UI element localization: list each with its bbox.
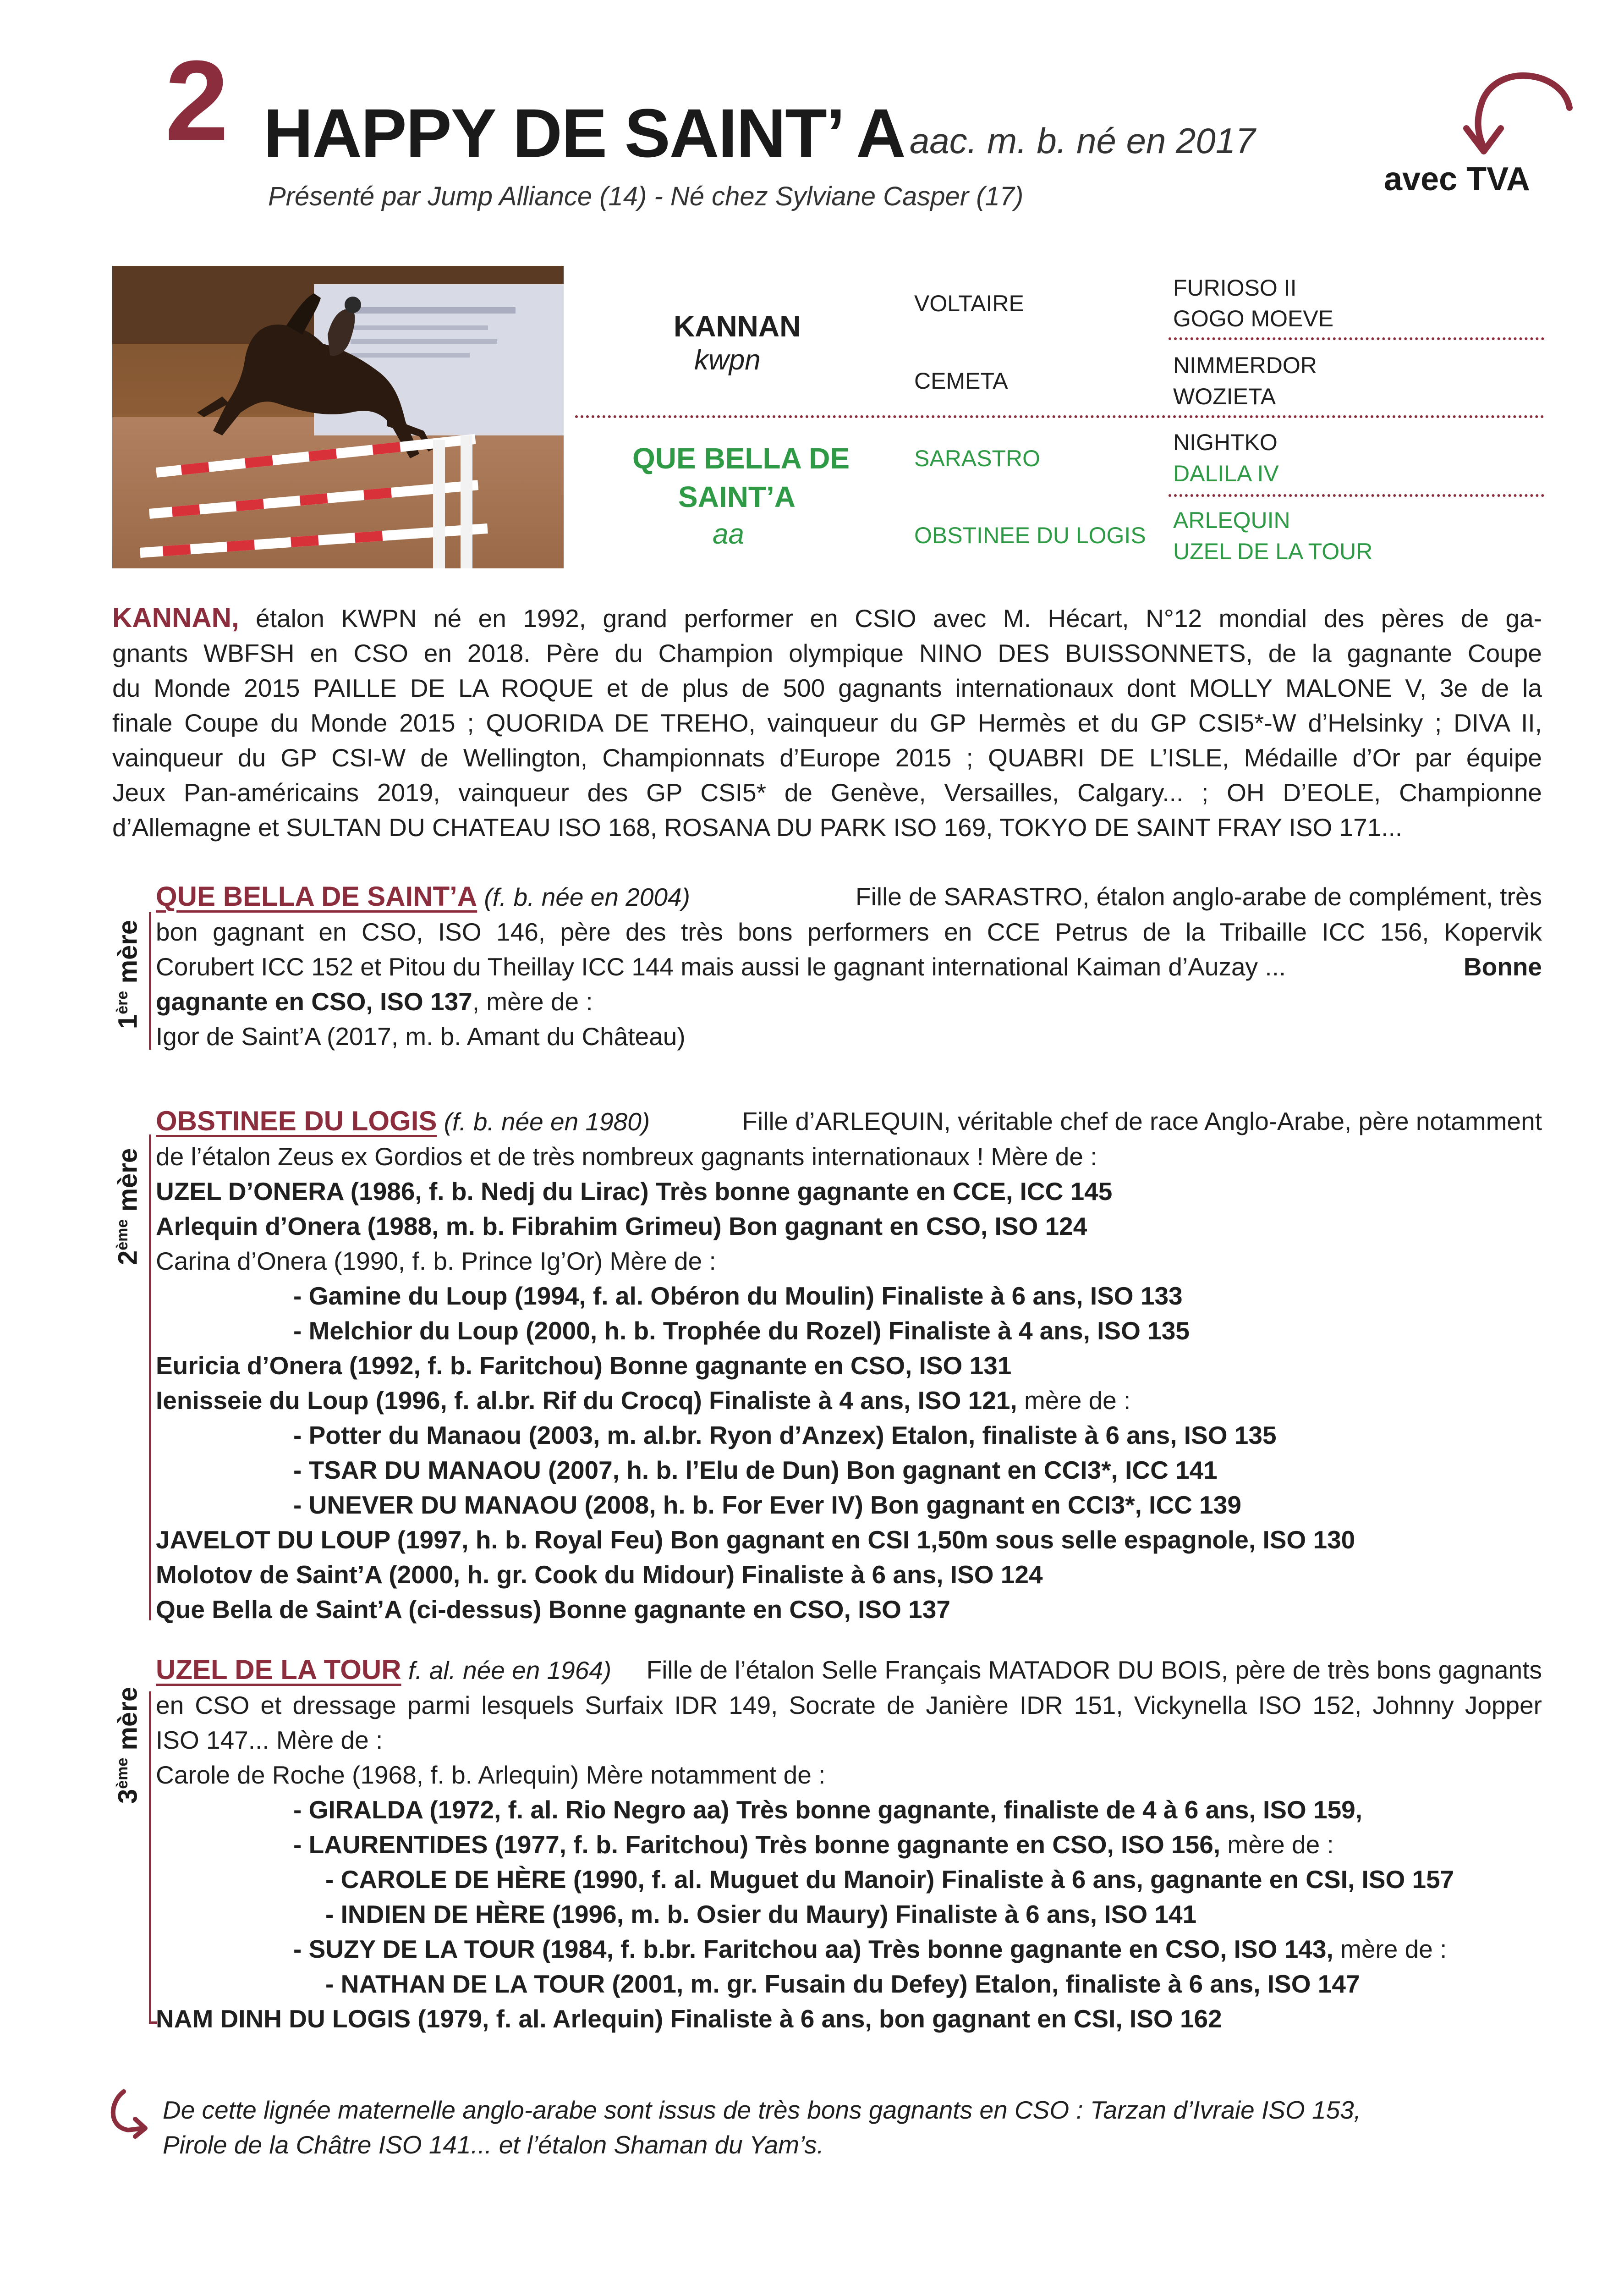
- tva-label: avec TVA: [1384, 161, 1530, 198]
- great-granddam-2: WOZIETA: [1173, 384, 1276, 409]
- sire-breed: kwpn: [694, 344, 761, 376]
- curved-arrow-icon: [1457, 64, 1576, 160]
- great-grandsire-2: NIMMERDOR: [1173, 352, 1317, 378]
- third-dam-rule-end: [149, 2021, 157, 2024]
- dam-dam: OBSTINEE DU LOGIS: [914, 523, 1146, 548]
- sire-text-line: finale Coupe du Monde 2015 ; QUORIDA DE TREHO, vainqueur du GP Hermès et du GP CSI5*-W d’Helsinky ; DIVA II,: [112, 709, 1542, 737]
- lot-number: 2: [165, 37, 227, 165]
- dam-name: QUE BELLA DE: [632, 442, 850, 475]
- sire-text-line: vainqueur du GP CSI-W de Wellington, Championnats d’Europe 2015 ; QUABRI DE L’ISLE, Médaille d’Or par équipe: [112, 743, 1542, 772]
- pedigree-divider: [1169, 494, 1544, 497]
- sire-text-line: gnants WBFSH en CSO en 2018. Père du Champion olympique NINO DES BUISSONNETS, de la gagnante Coupe: [112, 639, 1542, 667]
- first-dam-section: QUE BELLA DE SAINT’A (f. b. née en 2004) Fille de SARASTRO, étalon anglo-arabe de complément, très bon gagnant en CSO, ISO 146, père des très bons performers en CCE Petrus de la Tribaille ICC 156, Kopervik Corubert ICC 152 et Pitou du Theillay ICC 144 mais aussi le gagnant international Kaiman d’Auzay ... Bonne gagnante en CSO, ISO 137, mère de : Igor de Saint’A (2017, m. b. Amant du Château): [156, 881, 1542, 1051]
- second-dam-rank: 2ème mère: [113, 1148, 143, 1265]
- second-dam-section: OBSTINEE DU LOGIS (f. b. née en 1980) Fille d’ARLEQUIN, véritable chef de race Anglo-Arabe, père notamment de l’étalon Zeus ex Gordios et de très nombreux gagnants internationaux ! Mère de : UZEL D’ONERA (1986, f. b. Nedj du Lirac) Très bonne gagnante en CCE, ICC 145 Arlequin d’Onera (1988, m. b. Fibrahim Grimeu) Bon gagnant en CSO, ISO 124 Carina d’Onera (1990, f. b. Prince Ig’Or) Mère de : - Gamine du Loup (1994, f. al. Obéron du Moulin) Finaliste à 6 ans, ISO 133 - Melchior du Loup (2000, h. b. Trophée du Rozel) Finaliste à 4 ans, ISO 135 Euricia d’Onera (1992, f. b. Faritchou) Bonne gagnante en CSO, ISO 131 Ienisseie du Loup (1996, f. al.br. Rif du Crocq) Finaliste à 4 ans, ISO 121, mère de : - Potter du Manaou (2003, m. al.br. Ryon d’Anzex) Etalon, finaliste à 6 ans, ISO 135 - TSAR DU MANAOU (2007, h. b. l’Elu de Dun) Bon gagnant en CCI3*, ICC 141 - UNEVER DU MANAOU (2008, h. b. For Ever IV) Bon gagnant en CCI3*, ICC 139 JAVELOT DU LOUP (1997, h. b. Royal Feu) Bon gagnant en CSI 1,50m sous selle espagnole, ISO 130 Molotov de Saint’A (2000, h. gr. Cook du Midour) Finaliste à 6 ans, ISO 124 Que Bella de Saint’A (ci-dessus) Bonne gagnante en CSO, ISO 137: [156, 1106, 1542, 1624]
- hook-arrow-icon: [103, 2088, 154, 2141]
- dam-great-grandsire-1: NIGHTKO: [1173, 429, 1278, 455]
- sire-text-line: étalon KWPN né en 1992, grand performer en CSIO avec M. Hécart, N°12 mondial des pères de ga-: [256, 604, 1542, 633]
- sire-text-line: d’Allemagne et SULTAN DU CHATEAU ISO 168, ROSANA DU PARK ISO 169, TOKYO DE SAINT FRAY ISO 171...: [112, 813, 1403, 842]
- dam-great-granddam-2: UZEL DE LA TOUR: [1173, 539, 1373, 564]
- first-dam-title: QUE BELLA DE SAINT’A: [156, 881, 477, 912]
- second-dam-rule: [149, 1134, 151, 1620]
- horse-description: aac. m. b. né en 2017: [910, 121, 1256, 161]
- horse-jumping-photo: [112, 266, 564, 568]
- sire-text-line: Jeux Pan-américains 2019, vainqueur des GP CSI5* de Genève, Versailles, Calgary... ; OH D’EOLE, Championne: [112, 778, 1542, 807]
- second-dam-title: OBSTINEE DU LOGIS: [156, 1106, 437, 1136]
- sire-description: [112, 600, 1542, 845]
- sire-dam: CEMETA: [914, 368, 1008, 394]
- great-grandsire-1: FURIOSO II: [1173, 275, 1297, 301]
- sire-text-name: KANNAN,: [112, 602, 239, 633]
- third-dam-title: UZEL DE LA TOUR: [156, 1654, 401, 1685]
- horse-name: HAPPY DE SAINT’ A: [263, 94, 905, 171]
- sire-sire: VOLTAIRE: [914, 291, 1024, 316]
- first-dam-rank: 1ère mère: [113, 920, 143, 1029]
- sire-name: KANNAN: [674, 310, 801, 343]
- dam-name-line2: SAINT’A: [678, 480, 796, 513]
- third-dam-rule: [149, 1691, 151, 2021]
- dam-sire: SARASTRO: [914, 446, 1041, 471]
- sire-text-line: du Monde 2015 PAILLE DE LA ROQUE et de plus de 500 gagnants internationaux dont MOLLY MALONE V, 3e de la: [112, 674, 1542, 702]
- third-dam-section: UZEL DE LA TOUR f. al. née en 1964) Fille de l’étalon Selle Français MATADOR DU BOIS, père de très bons gagnants en CSO et dressage parmi lesquels Surfaix IDR 149, Socrate de Janière IDR 151, Vickynella ISO 152, Johnny Jopper ISO 147... Mère de : Carole de Roche (1968, f. b. Arlequin) Mère notamment de : - GIRALDA (1972, f. al. Rio Negro aa) Très bonne gagnante, finaliste de 4 à 6 ans, ISO 159, - LAURENTIDES (1977, f. b. Faritchou) Très bonne gagnante en CSO, ISO 156, mère de : - CAROLE DE HÈRE (1990, f. al. Muguet du Manoir) Finaliste à 6 ans, gagnante en CSI, ISO 157 - INDIEN DE HÈRE (1996, m. b. Osier du Maury) Finaliste à 6 ans, ISO 141 - SUZY DE LA TOUR (1984, f. b.br. Faritchou aa) Très bonne gagnante en CSO, ISO 143, mère de : - NATHAN DE LA TOUR (2001, m. gr. Fusain du Defey) Etalon, finaliste à 6 ans, ISO 147 NAM DINH DU LOGIS (1979, f. al. Arlequin) Finaliste à 6 ans, bon gagnant en CSI, ISO 162: [156, 1654, 1542, 2033]
- dam-breed: aa: [713, 518, 744, 550]
- presenter-line: Présenté par Jump Alliance (14) - Né chez Sylviane Casper (17): [268, 182, 1024, 211]
- third-dam-rank: 3ème mère: [113, 1686, 143, 1804]
- great-granddam-1: GOGO MOEVE: [1173, 306, 1334, 331]
- dam-great-grandsire-2: ARLEQUIN: [1173, 507, 1290, 533]
- first-dam-rule: [149, 912, 151, 1050]
- pedigree-divider: [1169, 337, 1544, 340]
- dam-great-granddam-1: DALILA IV: [1173, 461, 1279, 486]
- pedigree-divider: [575, 415, 1544, 418]
- footer-note: De cette lignée maternelle anglo-arabe sont issus de très bons gagnants en CSO : Tarzan d’Ivraie ISO 153, Pirole de la Châtre ISO 141... et l’étalon Shaman du Yam’s.: [163, 2096, 1361, 2159]
